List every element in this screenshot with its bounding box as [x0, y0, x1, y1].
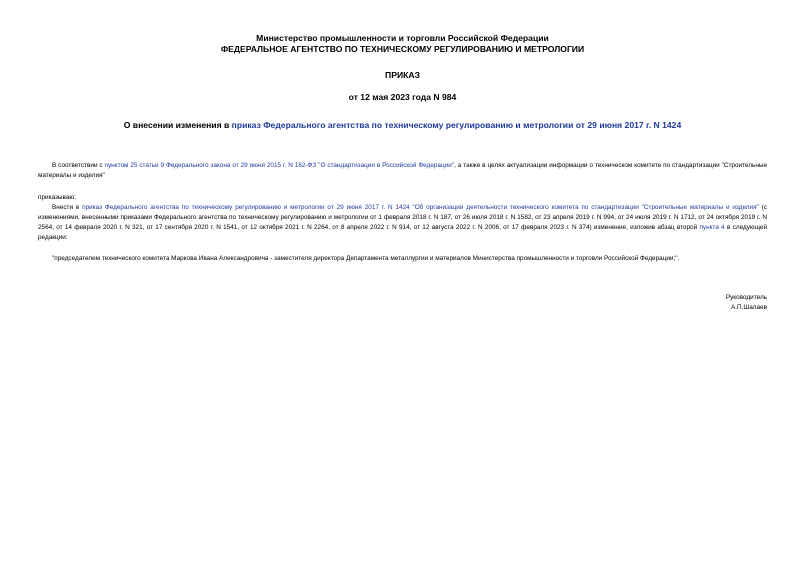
new-wording-quote: "председателем технического комитета Маркова Ивана Александровича - заместителя директора Департамента металлургии и материалов Министерства промышленности и торговли Российской Федерации;". — [52, 255, 680, 262]
paragraph-basis-text-1: В соответствии с — [52, 162, 105, 169]
signatory-position: Руководитель — [725, 294, 767, 301]
document-date-number: от 12 мая 2023 года N 984 — [348, 92, 457, 102]
paragraph-basis-text-2: , а также в целях актуализации информации о техническом комитете по стандартизации "Строительные материалы и изделия" — [38, 162, 768, 179]
ministry-name: Министерство промышленности и торговли Российской Федерации — [256, 33, 549, 43]
signatory-name: А.П.Шалаев — [730, 304, 767, 311]
subject-order-link[interactable]: приказ Федерального агентства по техническому регулированию и метрологии от 29 июня 2017 г. N 1424 — [231, 120, 682, 130]
clause-4-link[interactable]: пункта 4 — [699, 224, 725, 231]
paragraph-amendment-text-1: Внести в — [52, 204, 83, 211]
ordering-clause: приказываю: — [38, 194, 76, 201]
amended-order-link[interactable]: приказ Федерального агентства по техническому регулированию и метрологии от 29 июня 2017 г. N 1424 "Об организации деятельности технического комитета по стандартизации "Строительные материалы и изделия" — [82, 204, 759, 211]
signature-block — [38, 293, 767, 313]
document-type: ПРИКАЗ — [385, 70, 420, 80]
federal-law-link[interactable]: пунктом 25 статьи 9 Федерального закона от 29 июня 2015 г. N 162-ФЗ "О стандартизации в Российской Федерации" — [104, 162, 455, 169]
paragraph-amendment — [38, 203, 767, 243]
document-subject — [38, 120, 767, 131]
agency-name: ФЕДЕРАЛЬНОЕ АГЕНТСТВО ПО ТЕХНИЧЕСКОМУ РЕГУЛИРОВАНИЮ И МЕТРОЛОГИИ — [220, 44, 585, 54]
paragraph-basis — [38, 161, 767, 181]
subject-prefix: О внесении изменения в — [123, 120, 232, 130]
paragraph-amendment-text-3: в следующей редакции: — [38, 224, 768, 241]
paragraph-amendment-text-2: (с изменениями, внесенными приказами Федерального агентства по техническому регулированию и метрологии от 1 февраля 2018 г. N 187, от 26 июля 2018 г. N 1582, от 23 апреля 2019 г. N 994, от 24 июля 2019 г. N 1712, от 24 октября 2019 г. N 2564, от 14 февраля 2020 г. N 321, от 17 сентября 2020 г. N 1541, от 12 октября 2021 г. N 2264, от 8 апреля 2022 г. N 914, от 12 августа 2022 г. N 2006, от 17 февраля 2023 г. N 374) изменение, изложив абзац второй — [38, 204, 767, 231]
